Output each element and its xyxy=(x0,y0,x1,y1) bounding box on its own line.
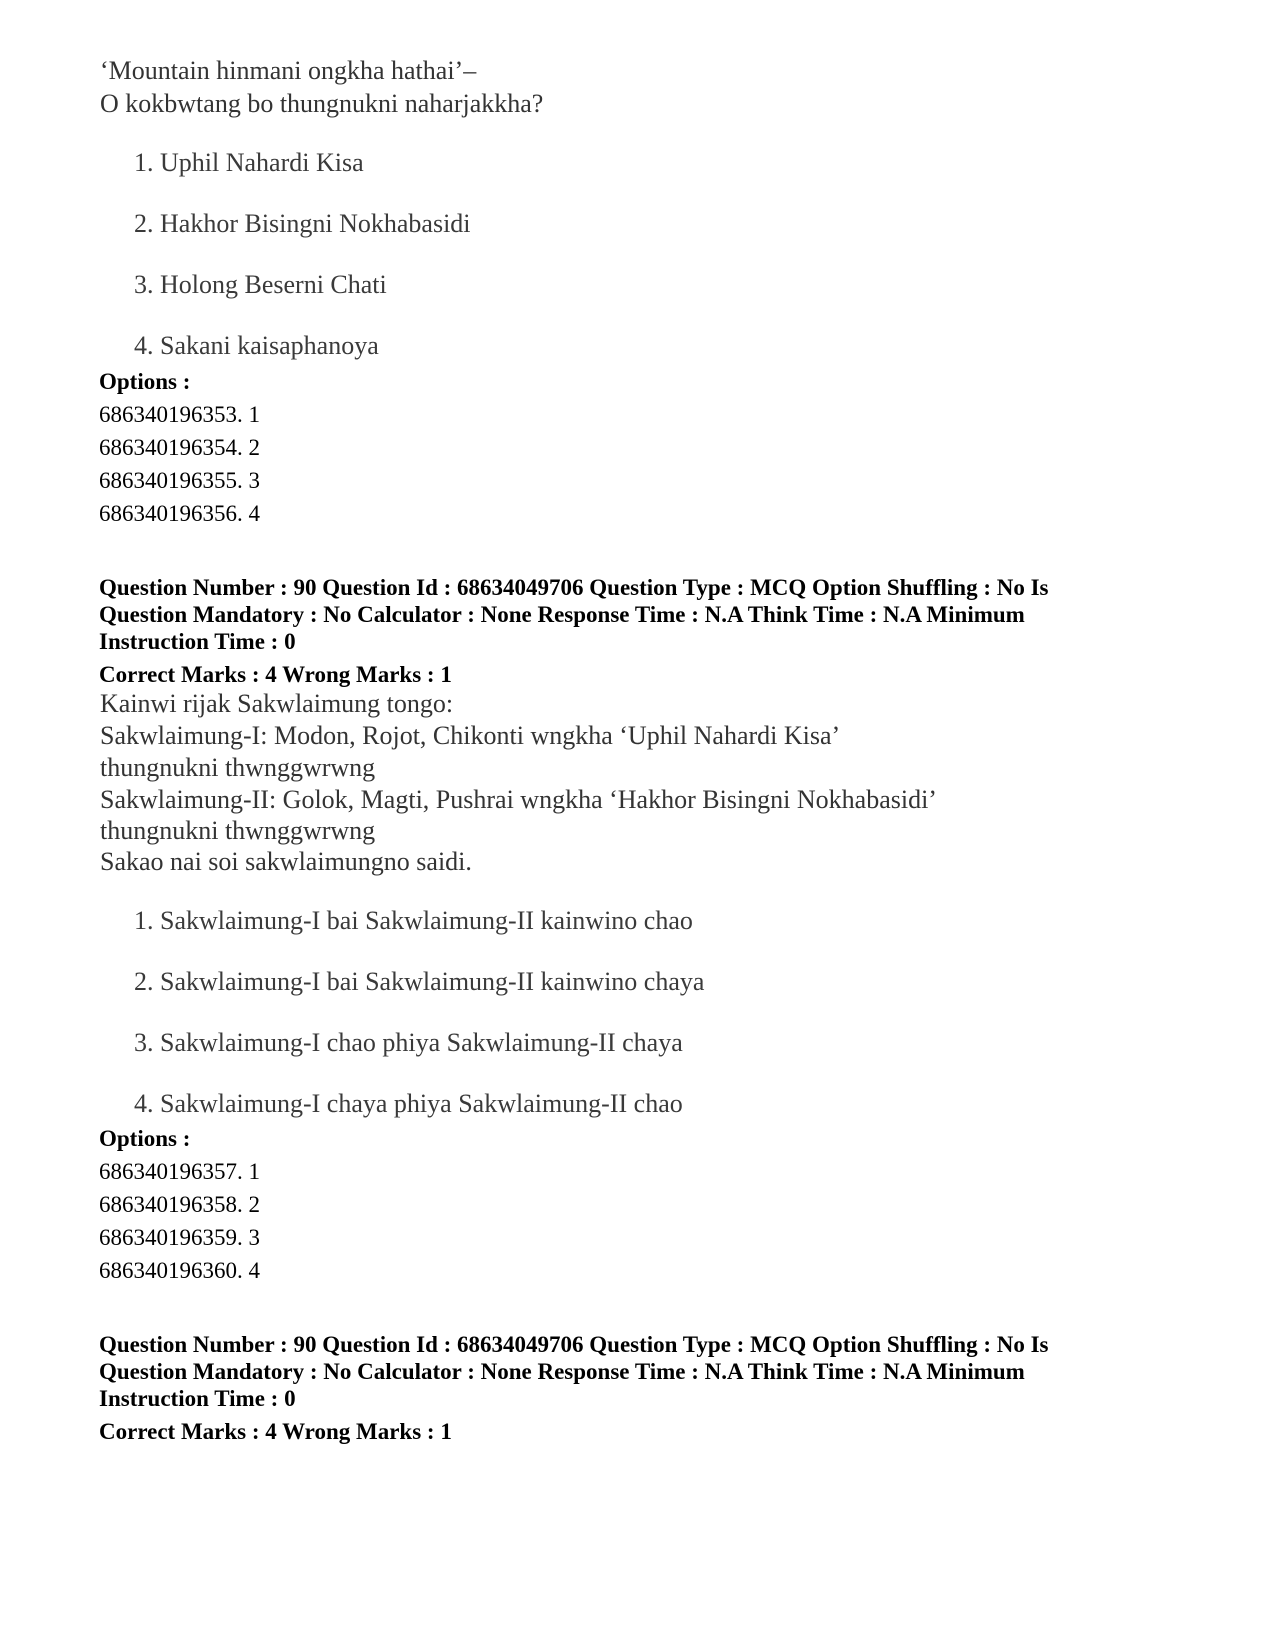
option-id: 686340196359. 3 xyxy=(99,1225,260,1250)
question-meta-line: Question Number : 90 Question Id : 68634049706 Question Type : MCQ Option Shuffling : No Is xyxy=(99,1332,1049,1357)
choice-item: 3. Holong Beserni Chati xyxy=(134,270,387,299)
question-meta-line: Question Mandatory : No Calculator : None Response Time : N.A Think Time : N.A Minimum xyxy=(99,602,1025,627)
choice-item: 4. Sakani kaisaphanoya xyxy=(134,331,379,360)
choice-item: 3. Sakwlaimung-I chao phiya Sakwlaimung-II chaya xyxy=(134,1028,683,1057)
question-meta-line: Instruction Time : 0 xyxy=(99,629,296,654)
question-stem-line: Sakwlaimung-II: Golok, Magti, Pushrai wngkha ‘Hakhor Bisingni Nokhabasidi’ xyxy=(100,785,937,814)
marks-line: Correct Marks : 4 Wrong Marks : 1 xyxy=(99,662,452,687)
question-stem-line: O kokbwtang bo thungnukni naharjakkha? xyxy=(100,89,544,118)
marks-line: Correct Marks : 4 Wrong Marks : 1 xyxy=(99,1419,452,1444)
option-id: 686340196353. 1 xyxy=(99,402,260,427)
question-meta-line: Instruction Time : 0 xyxy=(99,1386,296,1411)
option-id: 686340196355. 3 xyxy=(99,468,260,493)
option-id: 686340196360. 4 xyxy=(99,1258,260,1283)
option-id: 686340196358. 2 xyxy=(99,1192,260,1217)
question-stem-line: ‘Mountain hinmani ongkha hathai’– xyxy=(100,56,477,85)
choice-item: 2. Sakwlaimung-I bai Sakwlaimung-II kainwino chaya xyxy=(134,967,705,996)
question-stem-line: Sakao nai soi sakwlaimungno saidi. xyxy=(100,847,472,876)
question-stem-line: thungnukni thwnggwrwng xyxy=(100,753,376,782)
question-stem-line: Kainwi rijak Sakwlaimung tongo: xyxy=(100,689,454,718)
question-meta-line: Question Mandatory : No Calculator : None Response Time : N.A Think Time : N.A Minimum xyxy=(99,1359,1025,1384)
choice-item: 1. Sakwlaimung-I bai Sakwlaimung-II kainwino chao xyxy=(134,906,693,935)
choice-item: 4. Sakwlaimung-I chaya phiya Sakwlaimung-II chao xyxy=(134,1089,683,1118)
choice-item: 2. Hakhor Bisingni Nokhabasidi xyxy=(134,209,471,238)
option-id: 686340196357. 1 xyxy=(99,1159,260,1184)
question-meta-line: Question Number : 90 Question Id : 68634049706 Question Type : MCQ Option Shuffling : No Is xyxy=(99,575,1049,600)
question-stem-line: Sakwlaimung-I: Modon, Rojot, Chikonti wngkha ‘Uphil Nahardi Kisa’ xyxy=(100,721,841,750)
question-stem-line: thungnukni thwnggwrwng xyxy=(100,816,376,845)
choice-item: 1. Uphil Nahardi Kisa xyxy=(134,148,364,177)
option-id: 686340196356. 4 xyxy=(99,501,260,526)
option-id: 686340196354. 2 xyxy=(99,435,260,460)
options-label: Options : xyxy=(99,1126,191,1151)
options-label: Options : xyxy=(99,369,191,394)
